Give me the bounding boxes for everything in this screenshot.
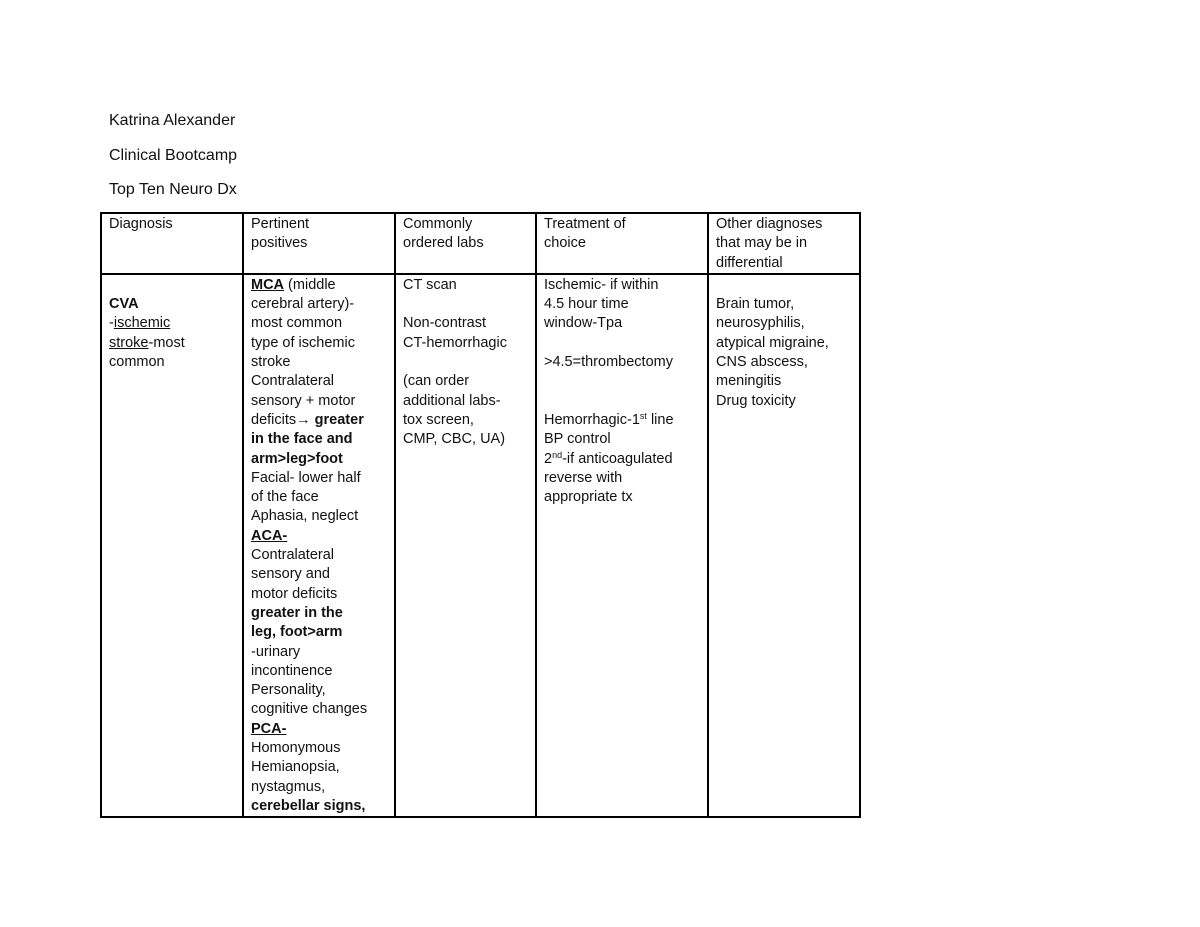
pp-line: Aphasia, neglect — [251, 508, 359, 525]
pp-line: Personality, — [251, 682, 326, 699]
pp-line: Homonymous — [251, 740, 341, 757]
header-other-line: that may be in — [716, 235, 808, 252]
labs-additional-line: (can order — [403, 373, 470, 390]
tx-thrombectomy: >4.5=thrombectomy — [544, 354, 673, 371]
labs-hemorrhagic: CT-hemorrhagic — [403, 334, 507, 351]
header-treatment-line: Treatment of — [544, 216, 626, 232]
cell-labs — [395, 274, 536, 817]
pca-heading — [251, 720, 394, 739]
tx-ischemic-line: 4.5 hour time — [544, 296, 629, 313]
tx-second-prefix: 2 — [544, 450, 553, 467]
cell-other-diagnoses — [708, 274, 860, 817]
diagnosis-dash: - — [109, 315, 114, 332]
pp-bold-line: arm>leg>foot — [251, 450, 343, 467]
other-dx-item: CNS abscess, — [716, 354, 808, 371]
mca-heading — [251, 276, 394, 295]
pp-line: nystagmus, — [251, 778, 326, 795]
pp-line: sensory + motor — [251, 392, 356, 409]
other-dx-item: atypical migraine, — [716, 334, 829, 351]
diagnosis-common: common — [109, 354, 165, 371]
tx-hemorrhagic-prefix: Hemorrhagic-1 — [544, 411, 640, 428]
header-other-diagnoses — [708, 213, 860, 274]
tx-bp: BP control — [544, 431, 611, 448]
pp-deficits-text: deficits — [251, 411, 297, 428]
other-dx-item: Drug toxicity — [716, 392, 796, 409]
tx-second-suffix: -if anticoagulated — [562, 450, 673, 467]
tx-rest-line: appropriate tx — [544, 489, 633, 506]
pp-line: Contralateral — [251, 547, 335, 564]
pp-line: Hemianopsia, — [251, 759, 340, 776]
pp-line: of the face — [251, 489, 319, 506]
header-diagnosis — [101, 213, 243, 274]
diagnosis-subtype — [109, 314, 242, 333]
diagnosis-most: -most — [148, 334, 185, 351]
aca-label: ACA — [251, 527, 283, 544]
table-row — [101, 274, 860, 817]
aca-heading — [251, 527, 394, 546]
pp-line: motor deficits — [251, 585, 338, 602]
right-arrow-icon: → — [296, 411, 311, 428]
header-diagnosis-line: Diagnosis — [109, 216, 173, 232]
other-dx-item: Brain tumor, — [716, 296, 795, 313]
labs-ct: CT scan — [403, 276, 457, 293]
pp-bold-line: cerebellar signs, — [251, 797, 366, 814]
cell-treatment — [536, 274, 708, 817]
aca-dash: - — [282, 527, 288, 544]
header-labs-line: ordered labs — [403, 235, 484, 252]
tx-ischemic-line: Ischemic- if within — [544, 276, 659, 293]
pp-line: incontinence — [251, 662, 333, 679]
header-other-line: differential — [716, 254, 783, 271]
table-header-row — [101, 213, 860, 274]
tx-ischemic-line: window-Tpa — [544, 315, 623, 332]
cell-pertinent-positives — [243, 274, 395, 817]
tx-hemorrhagic-sup: st — [639, 410, 647, 421]
pp-bold-line: leg, foot>arm — [251, 624, 343, 641]
course-title: Clinical Bootcamp — [109, 147, 238, 164]
pp-line: cognitive changes — [251, 701, 368, 718]
diagnosis-title: CVA — [109, 296, 139, 313]
pp-line: sensory and — [251, 566, 330, 583]
pp-line: -urinary — [251, 643, 301, 660]
pp-bold-line: greater in the — [251, 604, 343, 621]
other-dx-item: meningitis — [716, 373, 782, 390]
header-pertinent-line: positives — [251, 235, 308, 252]
pca-label: PCA — [251, 720, 282, 737]
pp-line: type of ischemic — [251, 334, 355, 351]
diagnosis-stroke: stroke — [109, 334, 149, 351]
pp-line: stroke — [251, 354, 291, 371]
diagnosis-ischemic: ischemic — [113, 315, 171, 332]
tx-hemorrhagic-suffix: line — [646, 411, 674, 428]
pp-bold-line: in the face and — [251, 431, 353, 448]
author-name: Katrina Alexander — [109, 112, 236, 129]
diagnosis-subtype-cont — [109, 334, 242, 353]
labs-noncontrast: Non-contrast — [403, 315, 487, 332]
other-dx-item: neurosyphilis, — [716, 315, 805, 332]
neuro-dx-table — [100, 212, 861, 818]
pp-line: Facial- lower half — [251, 469, 361, 486]
labs-additional-line: CMP, CBC, UA) — [403, 431, 506, 448]
pca-dash: - — [281, 720, 287, 737]
mca-rest: (middle — [284, 276, 336, 293]
document-title: Top Ten Neuro Dx — [109, 181, 237, 198]
pp-line: Contralateral — [251, 373, 335, 390]
labs-additional-line: tox screen, — [403, 411, 474, 428]
tx-second-line — [544, 450, 707, 469]
header-pertinent-positives — [243, 213, 395, 274]
labs-additional-line: additional labs- — [403, 392, 501, 409]
pp-line: most common — [251, 315, 343, 332]
header-labs — [395, 213, 536, 274]
tx-second-sup: nd — [552, 449, 563, 460]
header-other-line: Other diagnoses — [716, 216, 823, 232]
tx-hemorrhagic-line — [544, 411, 707, 430]
header-labs-line: Commonly — [403, 216, 473, 232]
mca-label: MCA — [251, 276, 285, 293]
tx-rest-line: reverse with — [544, 469, 623, 486]
pp-greater-text: greater — [310, 411, 364, 428]
cell-diagnosis — [101, 274, 243, 817]
header-pertinent-line: Pertinent — [251, 216, 310, 232]
pp-line: cerebral artery)- — [251, 296, 355, 313]
pp-deficits-line — [251, 411, 394, 430]
header-treatment — [536, 213, 708, 274]
header-treatment-line: choice — [544, 235, 586, 252]
